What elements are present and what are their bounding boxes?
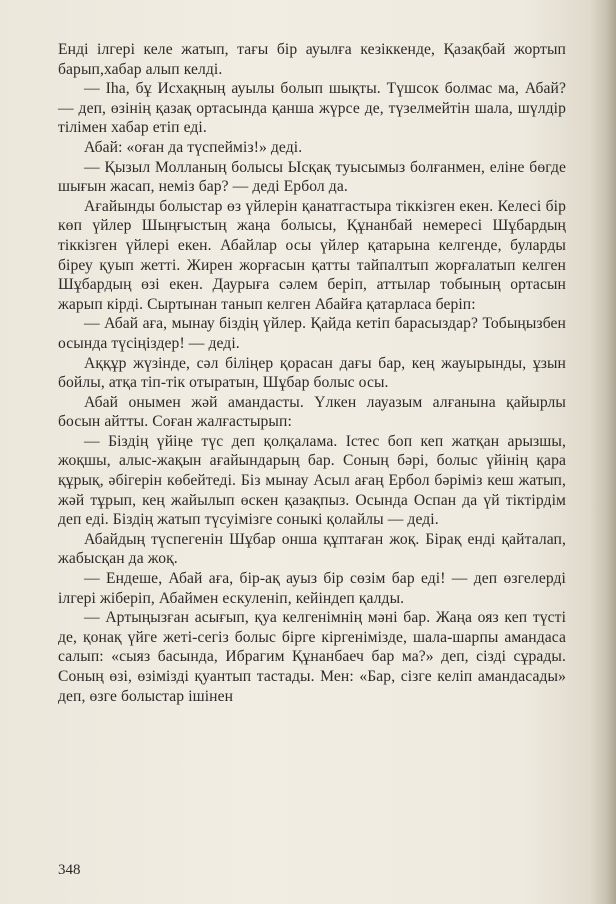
paragraph-7: Аққұр жүзінде, сәл біліңер қорасан дағы бар, кең жауырынды, ұзын бойлы, атқа тіп-тік отыратын, Шұбар болыс осы. xyxy=(58,354,566,392)
paragraph-11: — Ендеше, Абай аға, бір-ақ ауыз бір сөзім бар еді! — деп өзгелерді ілгері жіберіп, Абаймен ескуленіп, кейіндеп қалды. xyxy=(58,570,566,607)
paragraph-5: Ағайынды болыстар өз үйлерін қанатгастыра тіккізген екен. Келесі бір көп үйлер Шыңғыстың жаңа болысы, Құнанбай немересі Шұбардың тіккізген үйлері екен. Абайлар осы үйлер қатарына келгенде, буларды біреу қуып жетті. Жирен жорғасын қатты тайпалтып жорғалатып келген Шұбардың өзі екен. Даурыға сәлем беріп, аттылар тобының ортасын жарып кірді. Сыртынан танып келген Абайға қатарласа беріп: xyxy=(58,197,566,313)
paragraph-4: — Қызыл Молланың болысы Ысқақ туысымыз болғанмен, еліне бөгде шығын жасап, неміз бар? — деді Ербол да. xyxy=(58,158,566,196)
book-spine-shadow xyxy=(590,0,616,904)
paragraph-2: — Іһа, бұ Исхақның ауылы болып шықты. Түшсок болмас ма, Абай? — деп, өзінің қазақ ортасында қанша жүрсе де, түзелмейтін шала, шүлдір тілімен хабар етіп еді. xyxy=(58,80,566,137)
paragraph-3: Абай: «оған да түспейміз!» деді. xyxy=(84,138,303,156)
paragraph-1: Енді ілгері келе жатып, тағы бір ауылға кезіккенде, Қазақбай жортып барып,хабар алып келді. xyxy=(58,41,566,78)
paragraph-9: — Біздің үйіңе түс деп қолқалама. Істес боп кеп жатқан арызшы, жоқшы, алыс-жақын ағайындарың бар. Соның бәрі, болыс үйінің қара құрық, әбігерін көбейтеді. Біз мынау Асыл ағаң Ербол бәріміз кеш жатып, жәй тұрып, кең жайылып өскен қазақпыз. Осында Оспан да үй тіктірдім деп еді. Біздің жатып түсуімізге соныкі қолайлы — деді. xyxy=(58,432,566,529)
paragraph-8: Абай онымен жәй амандасты. Үлкен лауазым алғанына қайырлы босын айтты. Соған жалғастырып: xyxy=(58,393,566,431)
page-body-text xyxy=(58,40,566,706)
page-number: 348 xyxy=(58,862,81,878)
paragraph-10: Абайдың түспегенін Шұбар онша құптаған жоқ. Бірақ енді қайталап, жабысқан да жоқ. xyxy=(58,530,566,568)
paragraph-6: — Абай аға, мынау біздің үйлер. Қайда кетіп барасыздар? Тобыңызбен осында түсіңіздер! — деді. xyxy=(58,315,566,352)
paragraph-12: — Артыңызған асығып, қуа келгенімнің мәні бар. Жаңа ояз кеп түсті де, қонақ үйге жеті-сегіз болыс бірге кіргенімізде, шала-шарпы амандаса салып: «сыяз басында, Ибрагим Құнанбаеч бар ма?» деп, сізді сұрады. Соның өзі, өзімізді қуантып тастады. Мен: «Бар, сізге келіп амандасады» деп, өзге болыстар ішінен xyxy=(58,609,566,705)
